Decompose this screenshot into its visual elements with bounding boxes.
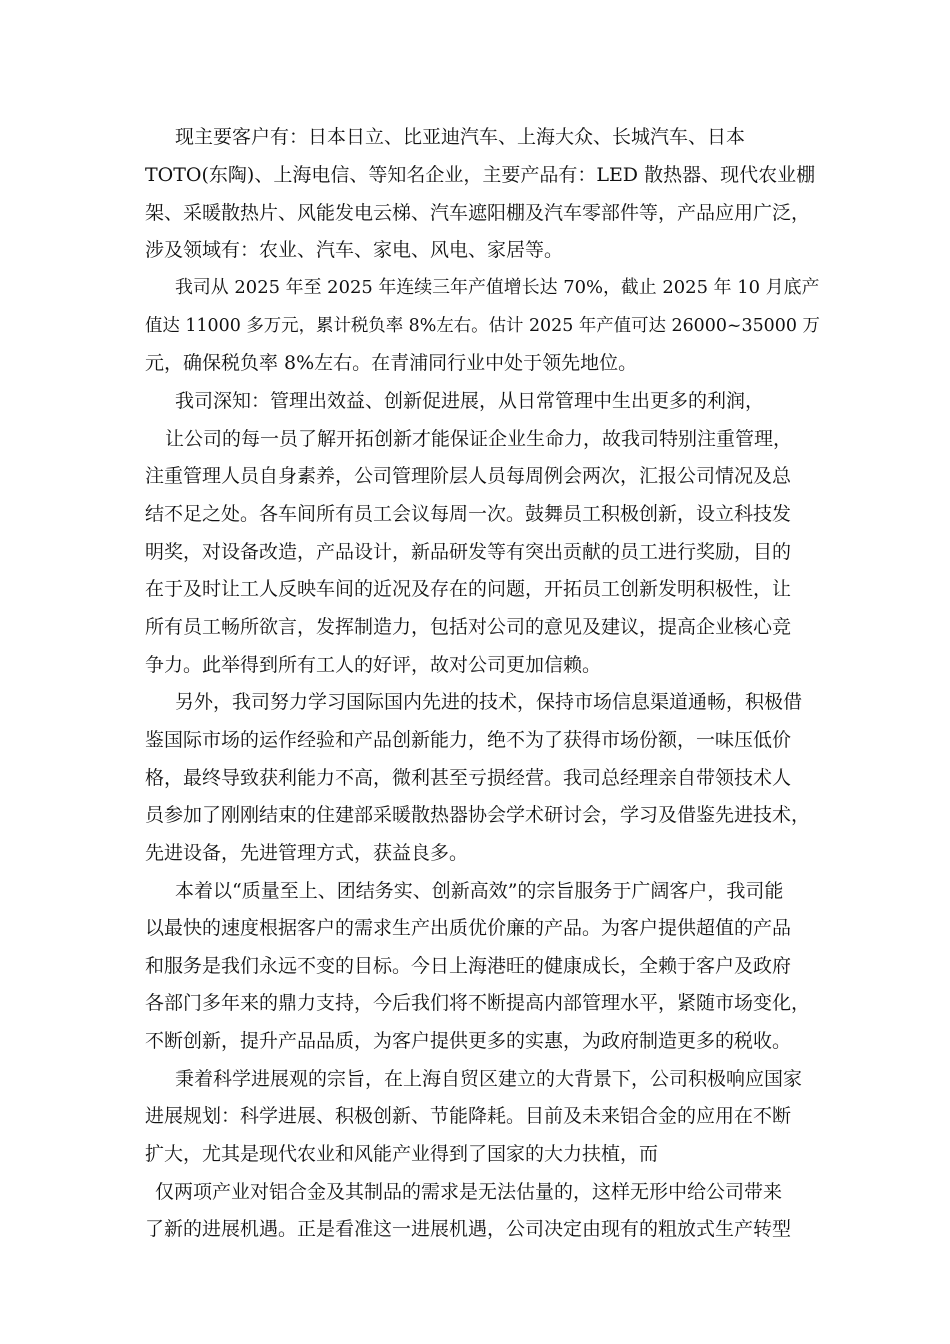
text-line-13: 在于及时让工人反映车间的近况及存在的问题，开拓员工创新发明积极性，让 <box>145 578 792 600</box>
text-line-03: 架、采暖散热片、风能发电云梯、汽车遮阳棚及汽车零部件等，产品应用广泛， <box>145 202 811 224</box>
text-line-02: TOTO(东陶)、上海电信、等知名企业，主要产品有：LED 散热器、现代农业棚 <box>145 164 816 186</box>
text-line-26: 秉着科学进展观的宗旨，在上海自贸区建立的大背景下，公司积极响应国家 <box>175 1068 803 1090</box>
text-line-05: 我司从 2025 年至 2025 年连续三年产值增长达 70%，截止 2025 年 10 月底产 <box>175 277 820 298</box>
text-line-11: 结不足之处。各车间所有员工会议每周一次。鼓舞员工积极创新，设立科技发 <box>145 503 792 525</box>
text-line-21: 本着以“质量至上、团结务实、创新高效”的宗旨服务于广阔客户，我司能 <box>175 880 784 902</box>
text-line-30: 了新的进展机遇。正是看准这一进展机遇，公司决定由现有的粗放式生产转型 <box>145 1218 792 1240</box>
text-line-24: 各部门多年来的鼎力支持，今后我们将不断提高内部管理水平，紧随市场变化， <box>145 992 811 1014</box>
text-line-17: 鉴国际市场的运作经验和产品创新能力，绝不为了获得市场份额，一味压低价 <box>145 729 792 751</box>
text-line-22: 以最快的速度根据客户的需求生产出质优价廉的产品。为客户提供超值的产品 <box>145 917 792 939</box>
text-line-04: 涉及领域有：农业、汽车、家电、风电、家居等。 <box>145 239 564 261</box>
text-line-01: 现主要客户有：日本日立、比亚迪汽车、上海大众、长城汽车、日本 <box>175 126 746 148</box>
text-line-07: 元，确保税负率 8%左右。在青浦同行业中处于领先地位。 <box>145 352 638 374</box>
text-line-14: 所有员工畅所欲言，发挥制造力，包括对公司的意见及建议，提高企业核心竞 <box>145 616 792 638</box>
text-line-12: 明奖，对设备改造，产品设计，新品研发等有突出贡献的员工进行奖励，目的 <box>145 541 792 563</box>
text-line-29: 仅两项产业对铝合金及其制品的需求是无法估量的，这样无形中给公司带来 <box>155 1181 783 1203</box>
text-line-20: 先进设备，先进管理方式，获益良多。 <box>145 842 469 864</box>
text-line-15: 争力。此举得到所有工人的好评，故对公司更加信赖。 <box>145 654 602 676</box>
text-line-18: 格，最终导致获利能力不高，微利甚至亏损经营。我司总经理亲自带领技术人 <box>145 767 792 789</box>
text-line-09: 让公司的每一员了解开拓创新才能保证企业生命力，故我司特别注重管理， <box>165 428 793 450</box>
text-line-16: 另外，我司努力学习国际国内先进的技术，保持市场信息渠道通畅，积极借 <box>175 691 803 713</box>
text-line-23: 和服务是我们永远不变的目标。今日上海港旺的健康成长，全赖于客户及政府 <box>145 955 792 977</box>
text-line-19: 员参加了刚刚结束的住建部采暖散热器协会学术研讨会，学习及借鉴先进技术， <box>145 804 811 826</box>
text-line-27: 进展规划：科学进展、积极创新、节能降耗。目前及未来铝合金的应用在不断 <box>145 1105 792 1127</box>
text-line-06: 值达 11000 多万元，累计税负率 8%左右。估计 2025 年产值可达 26000~35000 万 <box>145 316 820 336</box>
text-line-28: 扩大，尤其是现代农业和风能产业得到了国家的大力扶植，而 <box>145 1143 659 1165</box>
text-line-08: 我司深知：管理出效益、创新促进展，从日常管理中生出更多的利润， <box>175 390 765 412</box>
text-line-10: 注重管理人员自身素养，公司管理阶层人员每周例会两次，汇报公司情况及总 <box>145 465 792 487</box>
text-line-25: 不断创新，提升产品品质，为客户提供更多的实惠，为政府制造更多的税收。 <box>145 1030 792 1052</box>
